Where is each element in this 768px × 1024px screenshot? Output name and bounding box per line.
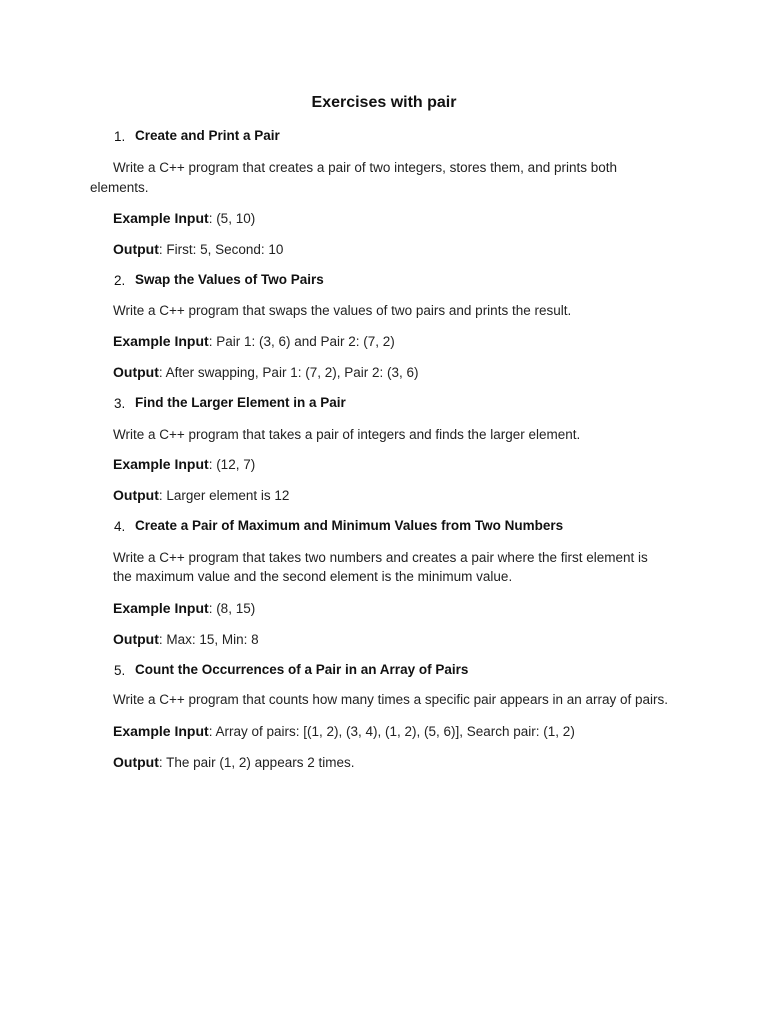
exercise-heading: Swap the Values of Two Pairs bbox=[135, 272, 324, 287]
exercise-description-line: Write a C++ program that takes a pair of integers and finds the larger element. bbox=[113, 427, 581, 442]
exercise-heading: Count the Occurrences of a Pair in an Array of Pairs bbox=[135, 662, 469, 677]
example-input bbox=[113, 331, 395, 352]
example-input-label: Example Input bbox=[113, 210, 209, 226]
output bbox=[113, 629, 259, 650]
output-value: : First: 5, Second: 10 bbox=[158, 242, 284, 257]
example-input-value: : (5, 10) bbox=[208, 211, 256, 226]
output-label: Output bbox=[113, 241, 159, 257]
example-input bbox=[113, 598, 255, 619]
output-value: : After swapping, Pair 1: (7, 2), Pair 2: (3, 6) bbox=[158, 365, 419, 380]
exercise-description-line: elements. bbox=[90, 180, 149, 195]
output bbox=[113, 485, 289, 506]
output-label: Output bbox=[113, 364, 159, 380]
example-input bbox=[113, 454, 255, 475]
output bbox=[113, 752, 354, 773]
exercise-heading: Create and Print a Pair bbox=[135, 128, 280, 143]
example-input-value: : (12, 7) bbox=[208, 457, 256, 472]
exercise-description-line: Write a C++ program that swaps the values of two pairs and prints the result. bbox=[113, 303, 572, 318]
exercise-number: 2. bbox=[114, 273, 126, 288]
example-input-value: : Array of pairs: [(1, 2), (3, 4), (1, 2), (5, 6)], Search pair: (1, 2) bbox=[208, 724, 575, 739]
example-input-label: Example Input bbox=[113, 333, 209, 349]
example-input-label: Example Input bbox=[113, 723, 209, 739]
exercise-description-line: Write a C++ program that counts how many times a specific pair appears in an array of pairs. bbox=[113, 692, 669, 707]
example-input-value: : (8, 15) bbox=[208, 601, 256, 616]
exercise-heading: Find the Larger Element in a Pair bbox=[135, 395, 346, 410]
output bbox=[113, 239, 283, 260]
exercise-number: 5. bbox=[114, 663, 126, 678]
exercise-heading: Create a Pair of Maximum and Minimum Values from Two Numbers bbox=[135, 518, 564, 533]
output-value: : The pair (1, 2) appears 2 times. bbox=[158, 755, 355, 770]
output-value: : Larger element is 12 bbox=[158, 488, 290, 503]
output-value: : Max: 15, Min: 8 bbox=[158, 632, 259, 647]
output-label: Output bbox=[113, 631, 159, 647]
exercise-number: 3. bbox=[114, 396, 126, 411]
exercise-number: 4. bbox=[114, 519, 126, 534]
output bbox=[113, 362, 419, 383]
example-input-label: Example Input bbox=[113, 600, 209, 616]
exercise-number: 1. bbox=[114, 129, 126, 144]
exercise-description-line: Write a C++ program that takes two numbers and creates a pair where the first element is bbox=[113, 550, 648, 565]
exercise-description-line: Write a C++ program that creates a pair of two integers, stores them, and prints both bbox=[113, 160, 617, 175]
example-input bbox=[113, 208, 255, 229]
exercise-description-line: the maximum value and the second element is the minimum value. bbox=[113, 569, 513, 584]
output-label: Output bbox=[113, 754, 159, 770]
output-label: Output bbox=[113, 487, 159, 503]
example-input-label: Example Input bbox=[113, 456, 209, 472]
page-title: Exercises with pair bbox=[311, 94, 457, 111]
example-input bbox=[113, 721, 575, 742]
example-input-value: : Pair 1: (3, 6) and Pair 2: (7, 2) bbox=[208, 334, 395, 349]
